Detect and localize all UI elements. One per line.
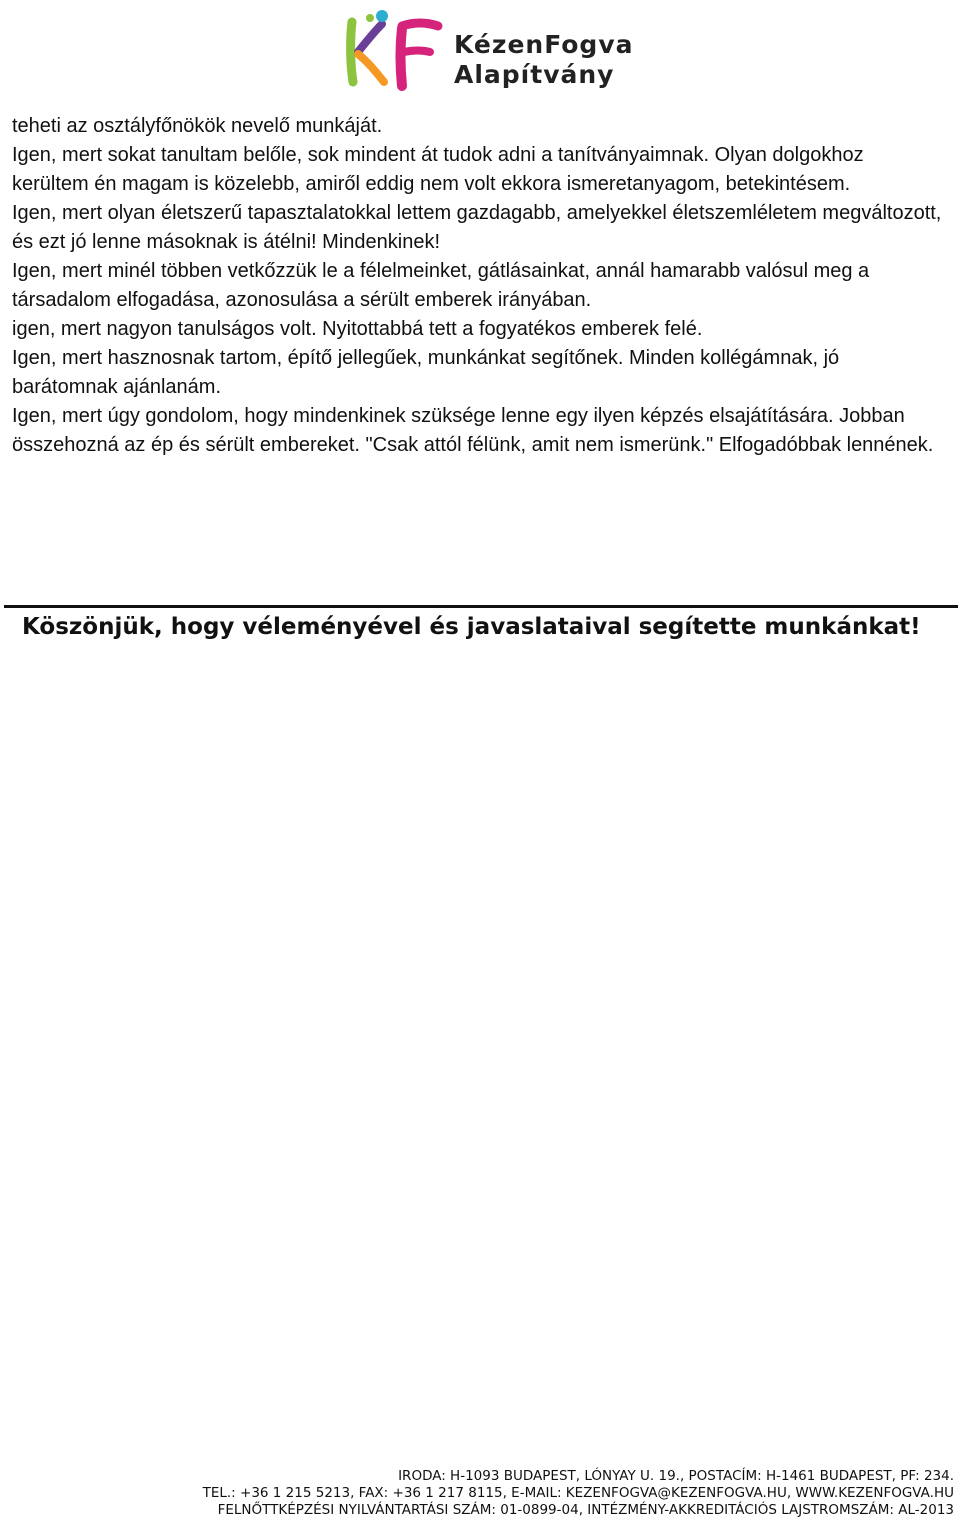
response-line: Igen, mert úgy gondolom, hogy mindenkinek szüksége lenne egy ilyen képzés elsajátítására. Jobban összehozná az ép és sérült embereket. "Csak attól félünk, amit nem ismerünk." Elfogadóbbak lennének. — [12, 405, 934, 456]
response-line: igen, mert nagyon tanulságos volt. Nyitottabbá tett a fogyatékos emberek felé. — [12, 318, 703, 340]
kezenfogva-logo — [344, 8, 634, 92]
response-line: Igen, mert hasznosnak tartom, építő jellegűek, munkánkat segítőnek. Minden kollégámnak, jó barátomnak ajánlanám. — [12, 347, 840, 398]
section-divider — [4, 605, 958, 608]
response-line: teheti az osztályfőnökök nevelő munkáját. — [12, 115, 383, 137]
logo-line-2: Alapítvány — [454, 60, 615, 89]
logo-line-1: KézenFogva — [454, 30, 634, 59]
logo-wordmark — [454, 30, 634, 90]
response-line: Igen, mert minél többen vetkőzzük le a félelmeinket, gátlásainkat, annál hamarabb valósul meg a társadalom elfogadása, azonosulása a sérült emberek irányában. — [12, 260, 870, 311]
page-footer — [203, 1468, 954, 1519]
feedback-responses — [12, 112, 942, 460]
footer-registration: FELNŐTTKÉPZÉSI NYILVÁNTARTÁSI SZÁM: 01-0899-04, INTÉZMÉNY-AKKREDITÁCIÓS LAJSTROMSZÁM: AL-2013 — [217, 1502, 954, 1518]
response-line: Igen, mert sokat tanultam belőle, sok mindent át tudok adni a tanítványaimnak. Olyan dolgokhoz kerültem én magam is közelebb, amiről eddig nem volt ekkora ismeretanyagom, betekintésem. — [12, 144, 864, 195]
thank-you-message: Köszönjük, hogy véleményével és javaslataival segítette munkánkat! — [22, 614, 921, 640]
footer-contact: TEL.: +36 1 215 5213, FAX: +36 1 217 8115, E-MAIL: KEZENFOGVA@KEZENFOGVA.HU, WWW.KEZENFOGVA.HU — [202, 1485, 954, 1501]
footer-address: IRODA: H-1093 BUDAPEST, LÓNYAY U. 19., POSTACÍM: H-1461 BUDAPEST, PF: 234. — [398, 1468, 954, 1484]
response-line: Igen, mert olyan életszerű tapasztalatokkal lettem gazdagabb, amelyekkel életszemléletem megváltozott, és ezt jó lenne másoknak is átélni! Mindenkinek! — [12, 202, 942, 253]
kf-logo-mark-icon — [344, 8, 444, 92]
